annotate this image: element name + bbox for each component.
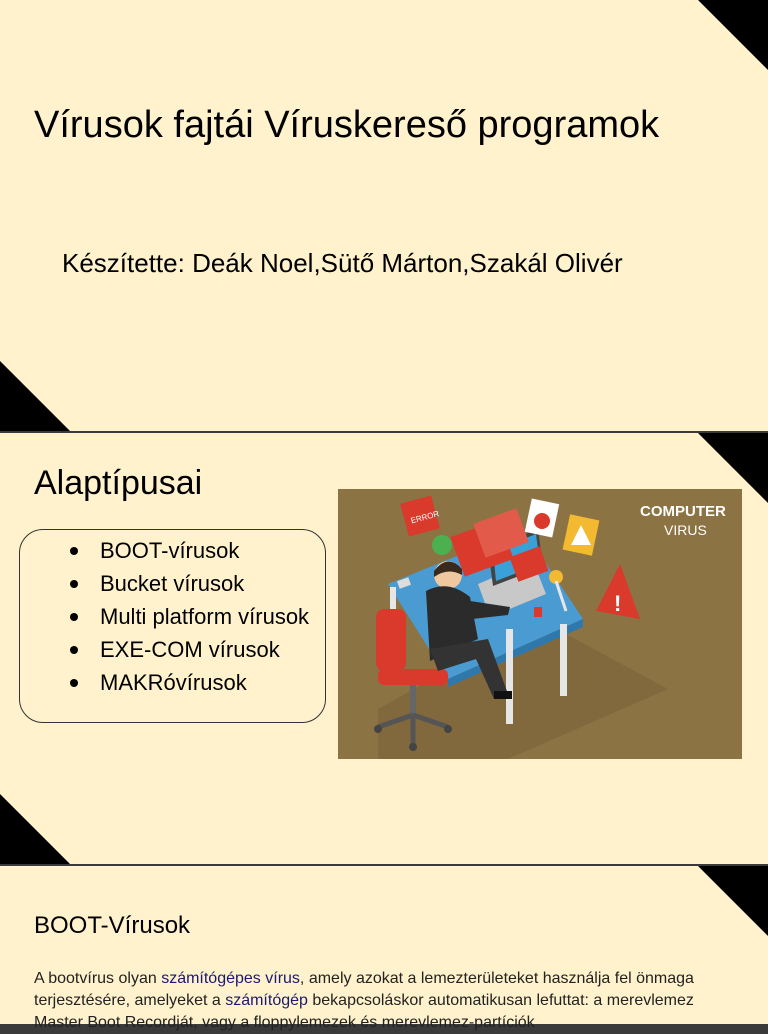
computer-virus-illustration	[338, 489, 742, 759]
error-tag-label: ERROR	[409, 509, 441, 526]
list-item	[68, 567, 309, 600]
illustration-title-line-2: VIRUS	[664, 522, 707, 538]
list-item	[68, 600, 309, 633]
link-szamitogepes-virus[interactable]: számítógépes vírus	[161, 970, 300, 987]
slide-2-title: Alaptípusai	[34, 464, 203, 502]
body-text-part-1: A bootvírus olyan	[34, 970, 162, 987]
list-item-label: MAKRóvírusok	[100, 670, 247, 695]
list-item	[68, 633, 309, 666]
list-item	[68, 666, 309, 699]
virus-types-list	[68, 534, 309, 699]
list-item-label: BOOT-vírusok	[100, 538, 240, 563]
illustration-title-line-1: COMPUTER	[640, 503, 726, 520]
body-text-part-3: bekapcsoláskor automatikusan lefuttat: a merevlemez Master Boot Recordját, vagy a floppylemezek és merevlemez-partíciók	[34, 992, 694, 1031]
body-text-part-2: , amely azokat a lemezterületeket használja fel önmaga terjesztésére, amelyeket a	[34, 970, 694, 1009]
bullet-icon	[70, 613, 78, 621]
bullet-icon	[70, 646, 78, 654]
list-item-label: EXE-COM vírusok	[100, 637, 280, 662]
bullet-icon	[70, 679, 78, 687]
slide-1-subtitle: Készítette: Deák Noel,Sütő Márton,Szakál Olivér	[62, 248, 623, 278]
virus-types-list-box	[19, 529, 326, 723]
list-item-label: Multi platform vírusok	[100, 604, 310, 629]
corner-triangle-top-right	[698, 0, 768, 70]
list-item-label: Bucket vírusok	[100, 571, 245, 596]
svg-text:!: !	[614, 591, 622, 616]
slide-1-title: Vírusok fajtái Víruskereső programok	[34, 104, 660, 146]
bullet-icon	[70, 580, 78, 588]
slide-1	[0, 0, 768, 431]
bullet-icon	[70, 547, 78, 555]
corner-triangle-bottom-left	[0, 794, 70, 864]
corner-triangle-bottom-left	[0, 361, 70, 431]
link-szamitogep[interactable]: számítógép	[225, 992, 308, 1009]
slide-3-title: BOOT-Vírusok	[34, 912, 191, 939]
list-item	[68, 534, 309, 567]
corner-triangle-top-right	[698, 866, 768, 936]
slide-3-body	[34, 968, 746, 1034]
